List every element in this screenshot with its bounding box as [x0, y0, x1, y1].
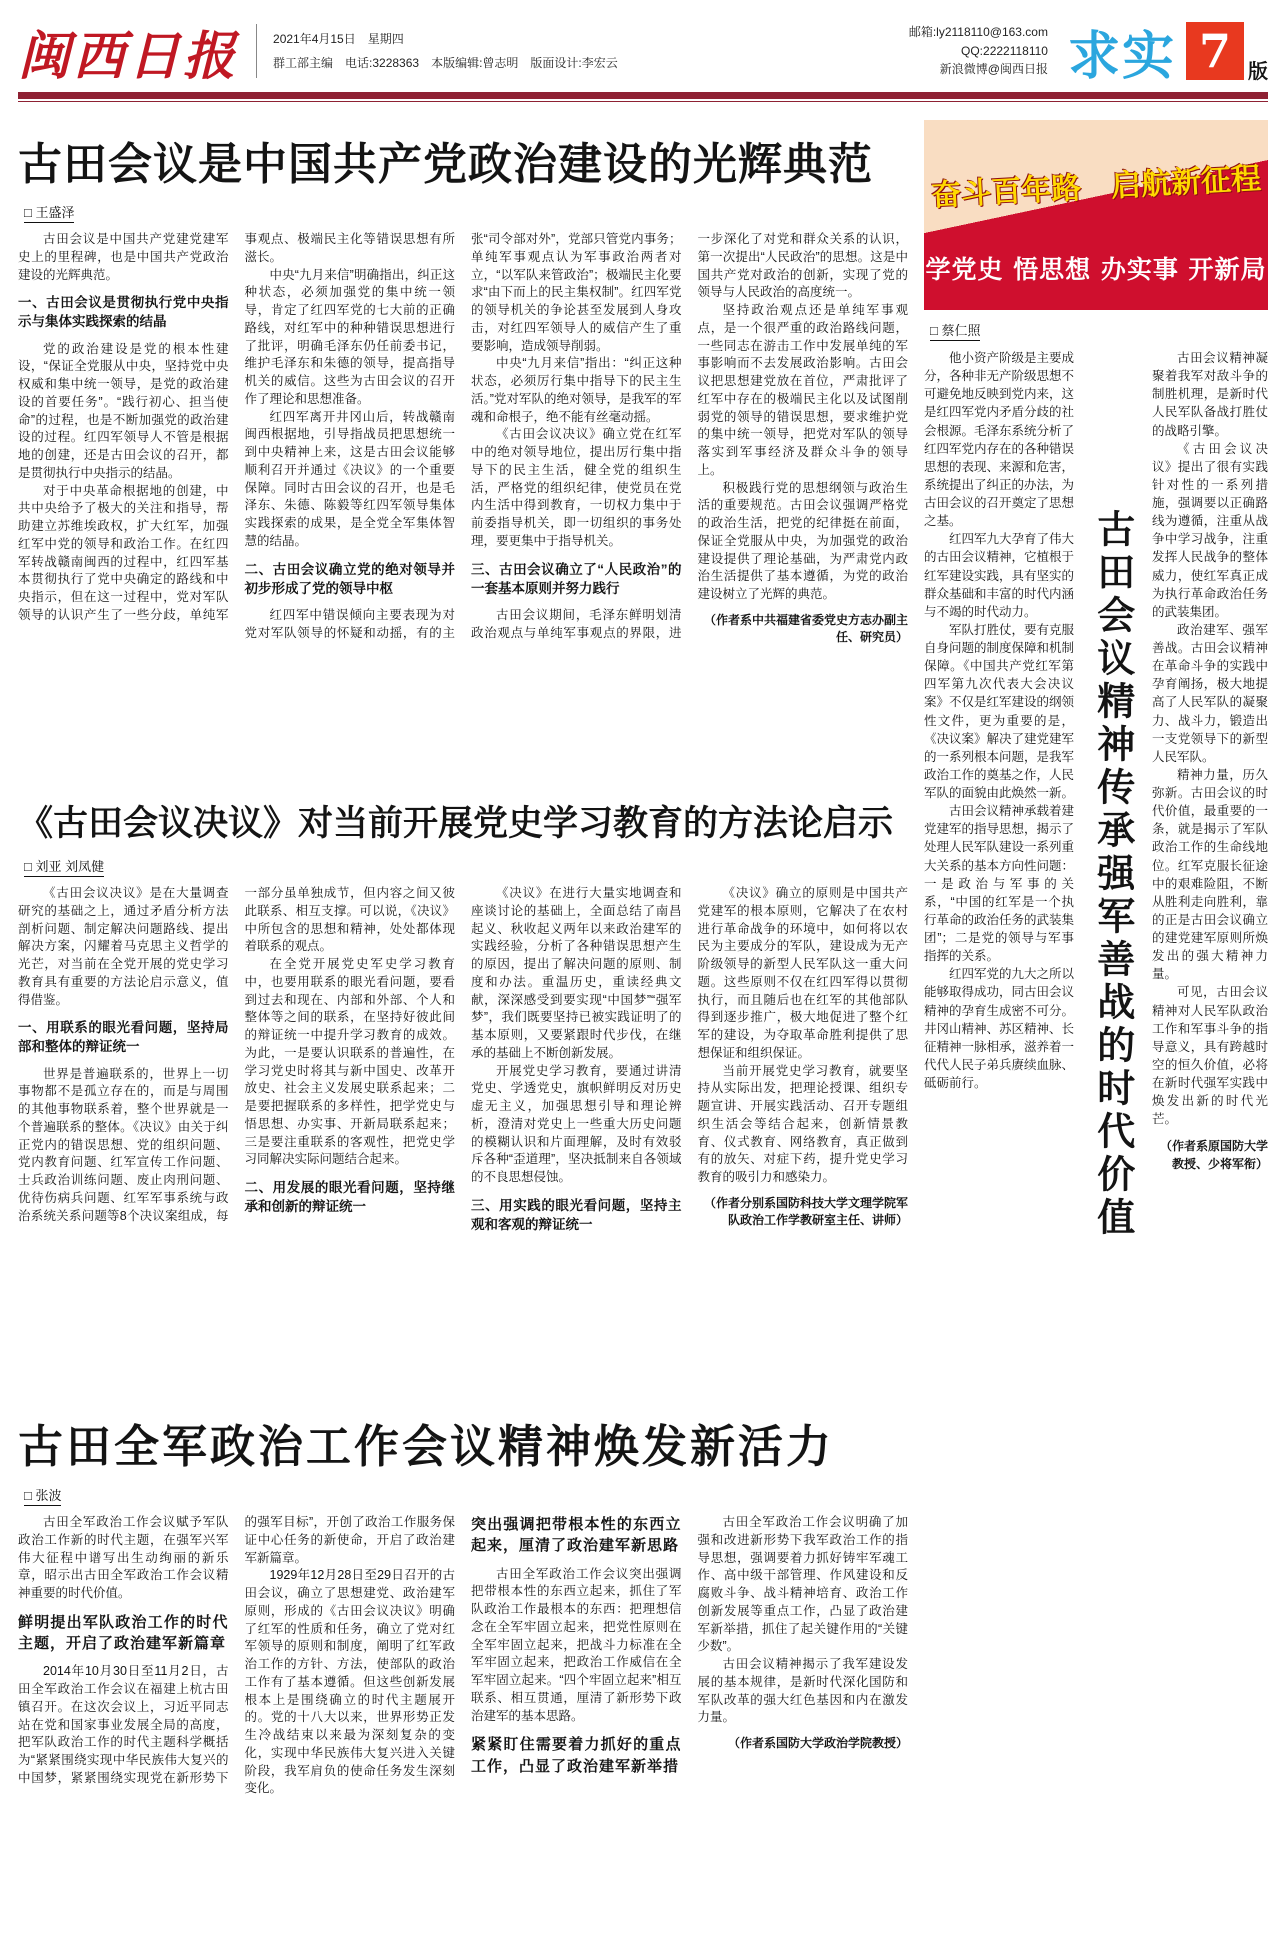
body-paragraph: 《古田会议决议》确立党在红军中的绝对领导地位，提出厉行集中指导下的民主生活，健全党的组织生活，严格党的组织纪律，使党员在党内生活中得到教育，一切权力集中于前委指导机关，即一切组织的事务处理，要更集中于指导机关。	[471, 427, 682, 548]
body-paragraph: 古田全军政治工作会议明确了加强和改进新形势下我军政治工作的指导思想，强调要着力抓好铸牢军魂工作、高中级干部管理、作风建设和反腐败斗争、战斗精神培育、政治工作创新发展等重点工作，凸显了政治建军新举措，抓住了起关键作用的“关键少数”。	[697, 1515, 908, 1654]
body-paragraph: 开展党史学习教育，要通过讲清党史、学透党史，旗帜鲜明反对历史虚无主义，加强思想引导和理论辨析，澄清对党史上一些重大历史问题的模糊认识和片面理解，及时有效驳斥各种“歪道理”，坚决抵制来自各领域的不良思想侵蚀。	[471, 1063, 682, 1184]
body-paragraph: 他小资产阶级是主要成分，各种非无产阶级思想不可避免地反映到党内来，这是红四军党内矛盾分歧的社会根源。毛泽东系统分析了红四军党内存在的各种错误思想的表现、来源和危害，系统提出了纠正的办法，为古田会议的召开奠定了思想之基。	[924, 351, 1075, 529]
article-2-body	[18, 885, 908, 1390]
masthead-divider	[256, 24, 257, 78]
body-paragraph: 《决议》在进行大量实地调查和座谈讨论的基础上，全面总结了南昌起义、秋收起义两年以来政治建军的实践经验，分析了各种错误思想产生的原因，提出了解决问题的原则、制度和办法。重温历史，重读经典文献，深深感受到要实现“中国梦”“强军梦”，我们既要坚持已被实践证明了的基本原则，又要紧跟时代步伐，在继承的基础上不断创新发展。	[471, 886, 682, 1060]
author-note: （作者系中共福建省委党史方志办副主任、研究员）	[703, 612, 908, 644]
section-subhead: 三、古田会议确立了“人民政治”的一套基本原则并努力践行	[471, 561, 682, 596]
article-2-headline: 《古田会议决议》对当前开展党史学习教育的方法论启示	[18, 803, 894, 844]
body-paragraph: 积极践行党的思想纲领与政治生活的重要规范。古田会议强调严格党的政治生活，把党的纪律挺在前面，保证全党服从中央，为加强党的政治建设提供了理论基础，为严肃党内政治生活提供了基本遵循，为党的政治建设树立了光辉的典范。	[697, 480, 908, 601]
masthead-rule-thin	[18, 101, 1268, 102]
section-subhead: 突出强调把带根本性的东西立起来，厘清了政治建军新思路	[471, 1516, 682, 1555]
body-paragraph: 古田会议精神承载着建党建军的指导思想，揭示了处理人民军队建设一系列重大关系的基本方向性问题：一是政治与军事的关系，“中国的红军是一个执行革命的政治任务的武装集团”；二是党的领导与军事指挥的关系。	[924, 804, 1075, 964]
section-subhead: 一、用联系的眼光看问题，坚持局部和整体的辩证统一	[18, 1020, 229, 1055]
article-1-headline: 古田会议是中国共产党政治建设的光辉典范	[18, 139, 873, 190]
author-note: （作者系国防大学政治学院教授）	[727, 1736, 908, 1750]
banner-slogan-line1: 奋斗百年路 启航新征程	[930, 161, 1262, 214]
right-article-col-a	[924, 349, 1074, 1914]
article-1-byline: □ 王盛泽	[24, 202, 908, 221]
article-1-body	[18, 231, 908, 776]
body-paragraph: 红四军党的九大之所以能够取得成功，同古田会议精神的孕育生成密不可分。井冈山精神、苏区精神、长征精神一脉相承，滋养着一代代人民子弟兵赓续血脉、砥砺前行。	[924, 967, 1075, 1090]
section-subhead: 紧紧盯住需要着力抓好的重点工作，凸显了政治建军新举措	[471, 1736, 682, 1775]
body-paragraph: 对于中央革命根据地的创建，中共中央给予了极大的关注和指导，帮助建立苏维埃政权，扩大红军，加强红军中党的领导和政治工作。在红四军转战赣南闽西的过程中，红四军基本贯彻执行了党中央确定的路线和中央指示，但在这一过程中，党对军队领导的认识产生了一些分歧，单纯军事观点、极端民主化等错误思想有所滋长。	[18, 232, 455, 622]
section-subhead: 鲜明提出军队政治工作的时代主题，开启了政治建军新篇章	[18, 1613, 229, 1653]
right-article-headline-strip	[1082, 349, 1144, 1914]
body-paragraph: 可见，古田会议精神对人民军队政治工作和军事斗争的指导意义，具有跨越时空的恒久价值，必将在新时代强军实践中焕发出新的时代光芒。	[1152, 985, 1268, 1127]
right-column	[924, 108, 1268, 1939]
section-name: 求实	[1067, 25, 1176, 87]
body-paragraph: 古田全军政治工作会议突出强调把带根本性的东西立起来，抓住了军队政治工作最根本的东西：把理想信念在全军牢固立起来，把党性原则在全军牢固立起来，把战斗力标准在全军牢固立起来，把政治工作威信在全军牢固立起来。“四个牢固立起来”相互联系、相互贯通，厘清了新形势下政治建军的基本思路。	[471, 1566, 682, 1723]
article-2-byline: □ 刘亚 刘凤健	[24, 856, 908, 875]
section-subhead: 一、古田会议是贯彻执行党中央指示与集体实践探索的结晶	[18, 295, 229, 330]
body-paragraph: 2014年10月30日至11月2日，古田全军政治工作会议在福建上杭古田镇召开。在这次会议上，习近平同志站在党和国家事业发展全局的高度，把军队政治工作的时代主题科学概括为“紧紧围绕实现中华民族伟大复兴的中国梦，紧紧围绕实现党在新形势下的强军目标”，开创了政治工作服务保证中心任务的新使命，开启了政治建军新篇章。	[18, 1515, 455, 1785]
body-paragraph: 中央“九月来信”指出：“纠正这种状态，必须厉行集中指导下的民主生活。”党对军队的绝对领导，是我军的军魂和命根子，绝不能有丝毫动摇。	[471, 356, 682, 424]
edition-label: 版	[1248, 61, 1268, 83]
body-paragraph: 《古田会议决议》提出了很有实践针对性的一系列措施，强调要以正确路线为遵循，注重从战争中学习战争，注重发挥人民战争的整体威力，使红军真正成为执行革命政治任务的武装集团。	[1152, 441, 1268, 619]
body-paragraph: 党的政治建设是党的根本性建设，“保证全党服从中央，坚持党中央权威和集中统一领导，是党的政治建设的首要任务”。“践行初心、担当使命”的过程，也是不断加强党的政治建设的过程。红四军领导人不管是根据地的创建，还是古田会议的召开，都是贯彻执行中央指示的结晶。	[18, 341, 229, 480]
body-paragraph: 精神力量，历久弥新。古田会议的时代价值，最重要的一条，就是揭示了军队政治工作的生命线地位。红军克服长征途中的艰难险阻，不断从胜利走向胜利，靠的正是古田会议确立的建党建军原则所焕发出的强大精神力量。	[1152, 767, 1268, 982]
section-subhead: 二、用发展的眼光看问题，坚持继承和创新的辩证统一	[244, 1180, 455, 1215]
page-number: 7	[1198, 24, 1231, 78]
header-info	[273, 27, 618, 75]
article-decision-methodology	[18, 796, 908, 1390]
body-paragraph: 红四军中错误倾向主要表现为对党对军队领导的怀疑和动摇，有的主张“司令部对外”，党部只管党内事务；单纯军事观点认为军事政治两者对立，“以军队来管政治”；极端民主化要求“由下而上的民主集权制”。红四军党的领导机关的争论甚至发展到人身攻击，对红四军领导人的威信产生了重要影响，造成领导削弱。	[244, 232, 682, 640]
body-paragraph: 古田会议精神揭示了我军建设发展的基本规律，是新时代深化国防和军队改革的强大红色基因和内在激发力量。	[697, 1657, 908, 1725]
date-line: 2021年4月15日 星期四	[273, 32, 404, 46]
body-paragraph: 红四军九大孕育了伟大的古田会议精神，它植根于红军建设实践，具有坚实的群众基础和丰富的时代内涵与不竭的时代动力。	[924, 532, 1075, 619]
header-contact	[909, 23, 1048, 79]
body-paragraph: 古田会议精神凝聚着我军对敌斗争的制胜机理，是新时代人民军队备战打胜仗的战略引擎。	[1152, 351, 1268, 438]
right-article-vertical-headline: 古田会议精神传承强军善战的时代价值	[1090, 509, 1136, 1240]
banner-slogan-line2: 学党史 悟思想 办实事 开新局	[925, 255, 1267, 284]
body-paragraph: 红四军离开井冈山后，转战赣南闽西根据地，引导指战员把思想统一到中央精神上来，这是古田会议能够顺利召开并通过《决议》的一个重要保障。同时古田会议的召开，也是毛泽东、朱德、陈毅等红四军领导集体实践探索的成果，是全党全军集体智慧的结晶。	[244, 409, 455, 548]
staff-line: 群工部主编 电话:3228363 本版编辑:曾志明 版面设计:李宏云	[273, 56, 618, 70]
body-paragraph: 坚持政治观点还是单纯军事观点，是一个很严重的政治路线问题，一些同志在游击工作中发展单纯的军事影响而不去发展政治影响。古田会议把思想建党放在首位，严肃批评了红军中存在的极端民主化以及试图削弱党的领导的错误思想，要求维护党的集中统一领导，把党对军队的领导落实到军事经济及群众斗争的领导上。	[697, 303, 908, 477]
page-header	[18, 0, 1268, 88]
campaign-banner	[924, 120, 1268, 310]
masthead-rule	[18, 92, 1268, 99]
body-paragraph: 在全党开展党史军史学习教育中，也要用联系的眼光看问题，要看到过去和现在、内部和外部、个人和整体等之间的联系，在坚持好彼此间的辩证统一中提升学习教育的成效。为此，一是要认识联系的普遍性，在学习党史时将其与新中国史、改革开放史、社会主义发展史联系起来；二是要把握联系的多样性，把学党史与悟思想、办实事、开新局联系起来；三是要注重联系的客观性，把党史学习同解决实际问题结合起来。	[244, 957, 455, 1167]
left-column	[18, 108, 908, 1939]
right-article	[924, 349, 1268, 1914]
body-paragraph: 军队打胜仗，要有克服自身问题的制度保障和机制保障。《中国共产党红军第四军第九次代表大会决议案》不仅是红军建设的纲领性文件，更为重要的是，《决议案》解决了建党建军的一系列根本问题，是我军政治工作的奠基之作，人民军队的面貌由此焕然一新。	[924, 622, 1075, 800]
masthead-logo: 闽西日报	[18, 25, 239, 87]
article-3-headline: 古田全军政治工作会议精神焕发新活力	[18, 1420, 835, 1473]
body-paragraph: 古田会议是中国共产党建党建军史上的里程碑，也是中国共产党政治建设的光辉典范。	[18, 232, 229, 282]
right-article-col-b	[1152, 349, 1268, 1914]
article-gutian-political-model	[18, 128, 908, 776]
body-paragraph: 古田全军政治工作会议赋予军队政治工作新的时代主题，在强军兴军伟大征程中谱写出生动绚丽的新乐章，昭示出古田全军政治工作会议精神重要的时代价值。	[18, 1515, 229, 1600]
body-paragraph: 中央“九月来信”明确指出，纠正这种状态，必须加强党的集中统一领导，肯定了红四军党的七大前的正确路线，对红军中的种种错误思想进行了批评，明确毛泽东仍任前委书记，维护毛泽东和朱德的领导，提高指导机关的威信。这些为古田会议的召开作了理论和思想准备。	[244, 267, 455, 406]
body-paragraph: 政治建军、强军善战。古田会议精神在革命斗争的实践中孕育阐扬，极大地提高了人民军队的凝聚力、战斗力，锻造出一支党领导下的新型人民军队。	[1152, 622, 1268, 764]
author-note: （作者分别系国防科技大学文理学院军队政治工作学教研室主任、讲师）	[703, 1195, 908, 1227]
article-3-body	[18, 1514, 908, 1939]
email-line: 邮箱:ly2118110@163.com	[908, 25, 1048, 40]
body-paragraph: 1929年12月28日至29日召开的古田会议，确立了思想建党、政治建军原则，形成的《古田会议决议》明确了红军的性质和任务，确立了党对红军领导的原则和制度，阐明了红军政治工作的方针、方法，使部队的政治工作有了基本遵循。但这些创新发展根本上是围绕确立的时代主题展开的。党的十八大以来，世界形势正发生冷战结束以来最为深刻复杂的变化，实现中华民族伟大复兴进入关键阶段，我军肩负的使命任务发生深刻变化。	[244, 1568, 455, 1796]
section-subhead: 三、用实践的眼光看问题，坚持主观和客观的辩证统一	[471, 1197, 682, 1232]
section-subhead: 二、古田会议确立党的绝对领导并初步形成了党的领导中枢	[244, 561, 455, 596]
qq-line: QQ:2222118110	[961, 43, 1048, 58]
body-paragraph: 《决议》确立的原则是中国共产党建军的根本原则，它解决了在农村进行革命战争的环境中，如何将以农民为主要成分的军队，建设成为无产阶级领导的新型人民军队这一重大问题。这些原则不仅在红四军得以贯彻执行，而且随后也在红军的其他部队得到逐步推广，极大地促进了整个红军的建设，为夺取革命胜利提供了思想保证和组织保证。	[697, 886, 908, 1060]
article-political-work-conference	[18, 1410, 908, 1939]
author-note: （作者系原国防大学教授、少将军衔）	[1159, 1139, 1268, 1171]
right-article-byline: □ 蔡仁照	[930, 320, 1268, 339]
body-paragraph: 当前开展党史学习教育，就要坚持从实际出发，把理论授课、组织专题宣讲、开展实践活动、召开专题组织生活会等结合起来，创新情景教育、仪式教育、网络教育，真正做到有的放矢、对症下药，提升党史学习教育的吸引力和感染力。	[697, 1063, 908, 1184]
page-number-box	[1186, 22, 1244, 80]
body-paragraph: 古田会议期间，毛泽东鲜明划清政治观点与单纯军事观点的界限，进一步深化了对党和群众关系的认识，第一次提出“人民政治”的思想。这是中国共产党对政治的创新，实现了党的领导与人民政治的高度统一。	[471, 232, 908, 640]
weibo-line: 新浪微博@闽西日报	[939, 62, 1048, 77]
body-paragraph: 《古田会议决议》是在大量调查研究的基础之上，通过矛盾分析方法剖析问题、制定解决问题路线、提出解决方案，闪耀着马克思主义哲学的光芒，对当前在全党开展的党史学习教育具有重要的方法论启示意义，值得借鉴。	[18, 886, 229, 1007]
article-3-byline: □ 张波	[24, 1485, 908, 1504]
body-paragraph: 世界是普遍联系的，世界上一切事物都不是孤立存在的，而是与周围的其他事物联系着，整个世界就是一个普遍联系的整体。《决议》由关于纠正党内的错误思想、党的组织问题、党内教育问题、红军宣传工作问题、士兵政治训练问题、废止肉刑问题、优待伤病兵问题、红军军事系统与政治系统关系问题等8个决议案组成，每一部分虽单独成节，但内容之间又彼此联系、相互支撑。可以说，《决议》中所包含的思想和精神，处处都体现着联系的观点。	[18, 886, 455, 1223]
